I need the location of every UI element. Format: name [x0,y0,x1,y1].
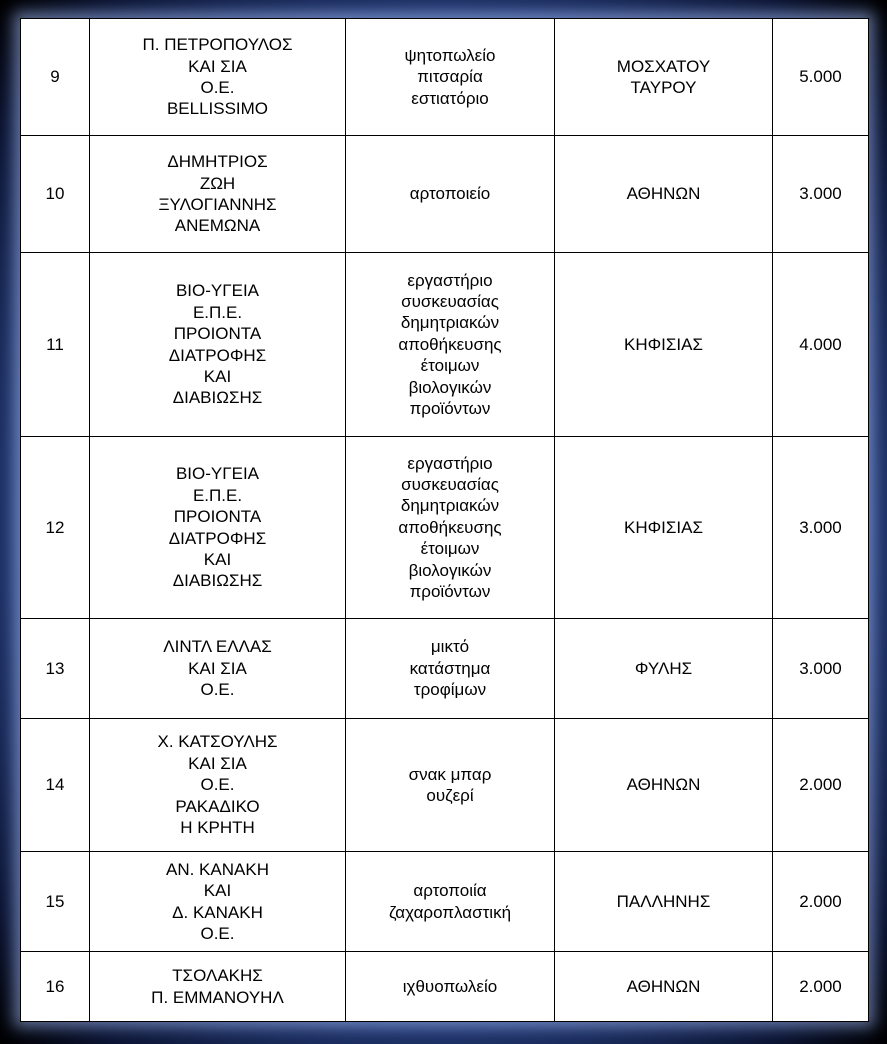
activity-line: βιολογικών [408,560,492,580]
row-number-cell [21,136,90,253]
activity-line: βιολογικών [408,377,492,397]
business-name-line: ΖΩΗ [199,173,236,193]
activity-cell [346,952,555,1022]
table-row [21,136,869,253]
table-row [21,719,869,852]
table-body [21,19,869,1022]
activity-line: προϊόντων [409,399,491,419]
business-name-line: ΔΙΑΤΡΟΦΗΣ [168,528,267,548]
row-number-cell [21,619,90,719]
business-name-line: ΑΝΕΜΩΝΑ [174,216,261,236]
amount-cell [773,619,869,719]
amount-cell [773,719,869,852]
activity-line: ιχθυοπωλείο [402,976,498,996]
row-number-cell [21,253,90,437]
activity-line: αποθήκευσης [398,517,502,537]
business-name-line: Δ. ΚΑΝΑΚΗ [172,902,263,922]
row-number: 9 [50,67,60,87]
row-number: 11 [46,334,64,354]
activity-line: προϊόντων [409,582,491,602]
business-name-line: Ο.Ε. [200,78,235,97]
business-name-line: ΔΙΑΤΡΟΦΗΣ [168,345,267,365]
activity-line: συσκευασίας [401,291,499,311]
activity-cell [346,852,555,952]
business-name-line: Ο.Ε. [200,775,235,795]
business-name-line: ΛΙΝΤΛ ΕΛΛΑΣ [163,637,272,657]
business-name-line: ΚΑΙ ΣΙΑ [188,56,247,76]
business-name-line: ΚΑΙ [203,881,232,901]
municipality-line: ΜΟΣΧΑΤΟΥ [616,56,711,76]
business-name-line: ΔΙΑΒΙΩΣΗΣ [172,571,263,591]
activity-line: δημητριακών [400,313,500,333]
amount-cell [773,136,869,253]
business-name-line: ΒΙΟ-ΥΓΕΙΑ [175,281,260,301]
amount-cell [773,437,869,619]
table-row [21,19,869,136]
amount: 2.000 [799,891,842,911]
activity-line: σνακ μπαρ [408,764,492,784]
activity-line: εργαστήριο [407,453,493,473]
amount-cell [773,952,869,1022]
activity-cell [346,437,555,619]
business-name-line: ΞΥΛΟΓΙΑΝΝΗΣ [158,195,277,214]
activity-line: κατάστημα [409,658,491,678]
municipality-cell [555,253,773,437]
activity-line: αποθήκευσης [398,334,502,354]
row-number: 14 [45,775,65,795]
activity-cell [346,19,555,136]
activity-line: εστιατόριο [411,88,489,108]
activity-cell [346,253,555,437]
row-number-cell [21,852,90,952]
business-name-line: Ε.Π.Ε. [192,302,243,322]
activity-line: αρτοποιείο [409,184,491,204]
municipality-line: ΤΑΥΡΟΥ [630,78,697,97]
business-name-line: ΚΑΙ ΣΙΑ [188,658,247,678]
row-number-cell [21,952,90,1022]
business-name-line: ΤΣΟΛΑΚΗΣ [172,966,263,986]
municipality-line: ΚΗΦΙΣΙΑΣ [624,517,703,537]
business-name-line: ΚΑΙ ΣΙΑ [188,753,247,773]
business-name-cell [90,952,346,1022]
business-name-cell [90,619,346,719]
row-number: 15 [45,891,65,911]
activity-line: τροφίμων [413,680,487,700]
business-name-line: Π. ΕΜΜΑΝΟΥΗΛ [151,987,284,1007]
row-number: 16 [45,976,65,996]
business-name-line: ΡΑΚΑΔΙΚΟ [175,796,260,816]
business-name-line: BELLISSIMO [166,99,269,119]
activity-line: ζαχαροπλαστική [388,902,512,922]
activity-cell [346,619,555,719]
municipality-cell [555,852,773,952]
row-number: 13 [45,658,65,678]
amount: 5.000 [799,67,842,87]
municipality-line: ΚΗΦΙΣΙΑΣ [624,334,703,354]
table-row [21,253,869,437]
municipality-cell [555,952,773,1022]
business-name-cell [90,719,346,852]
municipality-cell [555,719,773,852]
activity-line: ουζερί [426,786,474,805]
table-row [21,952,869,1022]
municipality-line: ΑΘΗΝΩΝ [626,775,701,795]
activity-line: δημητριακών [400,496,500,516]
municipality-line: ΦΥΛΗΣ [634,658,693,678]
business-name-line: Η ΚΡΗΤΗ [180,818,255,838]
activity-line: αρτοποιία [413,881,487,901]
activity-line: μικτό [430,637,470,657]
business-name-line: ΠΡΟΙΟΝΤΑ [173,507,262,527]
business-name-cell [90,19,346,136]
business-name-line: ΔΙΑΒΙΩΣΗΣ [172,388,263,408]
business-name-line: ΑΝ. ΚΑΝΑΚΗ [166,859,269,879]
row-number: 12 [45,517,65,537]
municipality-cell [555,437,773,619]
municipality-line: ΑΘΗΝΩΝ [626,976,701,996]
municipality-line: ΠΑΛΛΗΝΗΣ [616,891,711,911]
amount: 3.000 [799,184,842,204]
municipality-cell [555,136,773,253]
activity-line: πιτσαρία [417,67,483,87]
municipality-cell [555,619,773,719]
business-name-line: ΚΑΙ [203,366,232,386]
municipality-line: ΑΘΗΝΩΝ [626,184,701,204]
document-page [20,18,868,1021]
row-number: 10 [45,184,65,204]
amount: 3.000 [799,658,842,678]
business-name-line: Χ. ΚΑΤΣΟΥΛΗΣ [157,732,278,752]
amount: 4.000 [799,334,842,354]
business-name-line: ΚΑΙ [203,549,232,569]
row-number-cell [21,437,90,619]
business-name-line: Ο.Ε. [200,923,235,943]
business-name-cell [90,136,346,253]
row-number-cell [21,719,90,852]
activity-line: έτοιμων [420,539,480,559]
amount-cell [773,253,869,437]
amount-cell [773,852,869,952]
licenses-table [20,18,869,1022]
amount: 2.000 [799,775,842,795]
activity-line: έτοιμων [420,356,480,376]
amount: 3.000 [799,517,842,537]
activity-line: ψητοπωλείο [404,45,496,65]
business-name-line: ΒΙΟ-ΥΓΕΙΑ [175,464,260,484]
table-row [21,619,869,719]
activity-cell [346,136,555,253]
business-name-cell [90,253,346,437]
business-name-line: ΔΗΜΗΤΡΙΟΣ [167,152,268,172]
business-name-line: Π. ΠΕΤΡΟΠΟΥΛΟΣ [142,35,293,55]
row-number-cell [21,19,90,136]
business-name-cell [90,437,346,619]
table-row [21,437,869,619]
municipality-cell [555,19,773,136]
business-name-cell [90,852,346,952]
activity-line: συσκευασίας [401,474,499,494]
activity-cell [346,719,555,852]
amount-cell [773,19,869,136]
business-name-line: Ε.Π.Ε. [192,485,243,505]
business-name-line: ΠΡΟΙΟΝΤΑ [173,324,262,344]
business-name-line: Ο.Ε. [200,680,235,700]
amount: 2.000 [799,976,842,996]
table-row [21,852,869,952]
activity-line: εργαστήριο [407,270,493,290]
